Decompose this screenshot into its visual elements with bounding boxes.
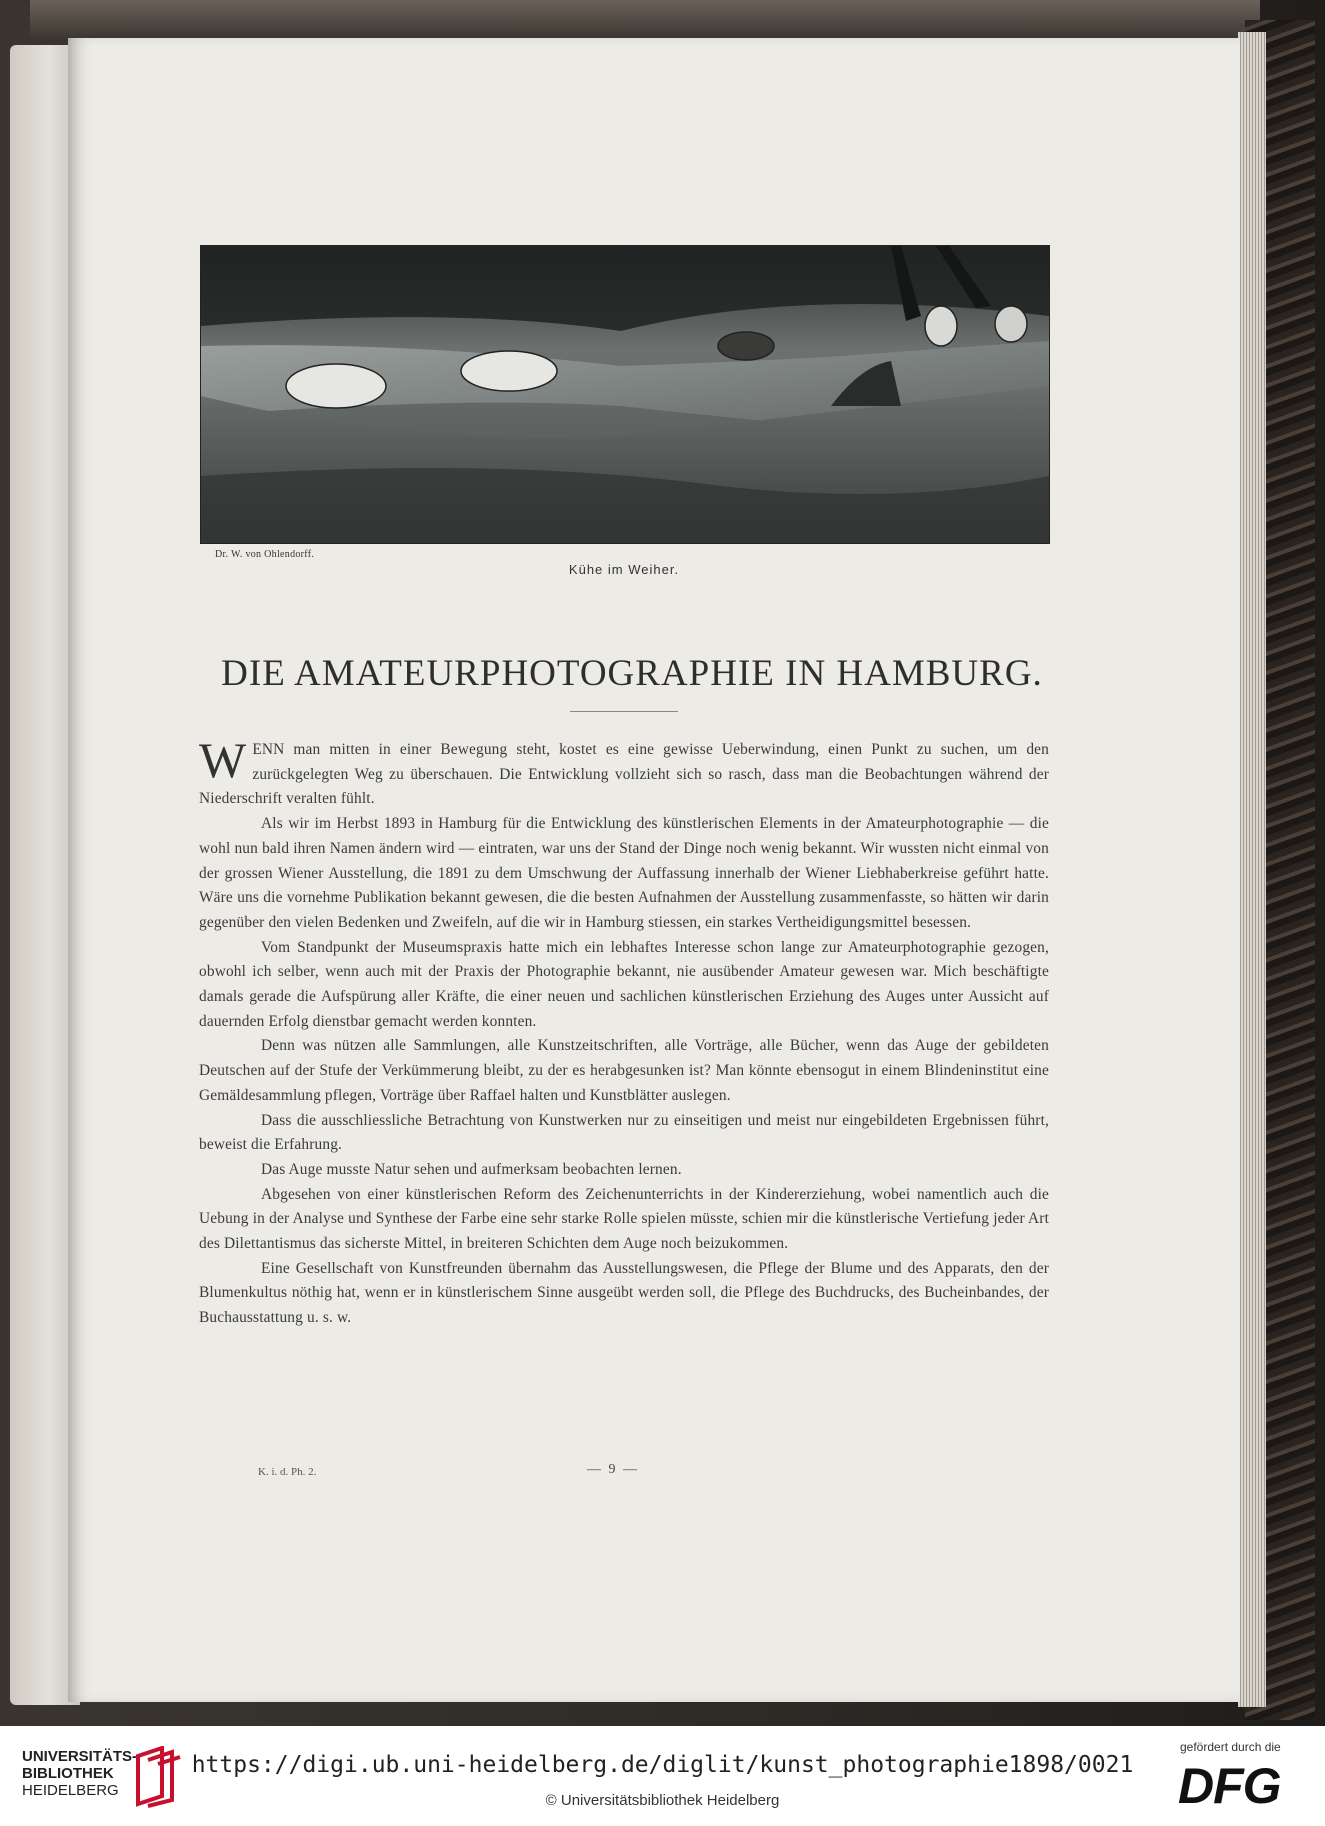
logo-line-2: BIBLIOTHEK <box>22 1765 114 1782</box>
logo-line-3: HEIDELBERG <box>22 1782 119 1799</box>
page-number: — 9 — <box>587 1462 639 1477</box>
logo-line-1: UNIVERSITÄTS- <box>22 1748 138 1765</box>
title-divider <box>570 711 678 712</box>
photograph-cows-in-pond <box>200 245 1050 544</box>
paragraph-2: Als wir im Herbst 1893 in Hamburg für die Entwicklung des künstlerischen Elements in der Amateurphotographie — die wohl nun bald ihren Namen ändern wird — eintraten, war uns der Stand der Dinge noch wenig bekannt. Wir wussten nicht einmal von der grossen Wiener Ausstellung, die 1891 zu dem Umschwung der Auffassung innerhalb der Wiener Liebhaberkreise geführt hatte. Wäre uns die vornehme Publikation bekannt gewesen, die die besten Aufnahmen der Ausstellung zusammenfasste, so hätten wir darin gegenüber den vielen Bedenken und Zweifeln, auf die wir in Hamburg stiessen, ein starkes Vertheidigungsmittel besessen. <box>199 815 1049 931</box>
paragraph-1 <box>199 732 1049 812</box>
copyright-notice: © Universitätsbibliothek Heidelberg <box>545 1792 780 1809</box>
photo-caption: Kühe im Weiher. <box>568 562 680 577</box>
paragraph-5: Dass die ausschliessliche Betrachtung von Kunstwerken nur zu einseitigen und meist nur eingebildeten Ergebnissen führt, beweist die Erfahrung. <box>199 1111 1049 1154</box>
paragraph-text: ENN man mitten in einer Bewegung steht, kostet es eine gewisse Ueberwindung, einen Punkt zu suchen, um den zurückgelegten Weg zu überschauen. Die Entwicklung vollzieht sich so rasch, dass man die Beobachtungen während der Niederschrift veralten fühlt. <box>199 741 1049 808</box>
article-title: DIE AMATEURPHOTOGRAPHIE IN HAMBURG. <box>221 653 1043 694</box>
dfg-logo: DFG <box>1178 1758 1281 1814</box>
drop-cap: W <box>199 732 247 788</box>
book-page <box>68 38 1240 1702</box>
paragraph-7: Abgesehen von einer künstlerischen Reform des Zeichenunterrichts in der Kindererziehung, wobei namentlich auch die Uebung in der Analyse und Synthese der Farbe eine sehr starke Rolle spielen müsste, schien mir die künstlerische Vertiefung jeder Art des Dilettantismus das sicherste Mittel, in breiteren Schichten dem Auge noch beizukommen. <box>199 1185 1049 1253</box>
paragraph-8: Eine Gesellschaft von Kunstfreunden übernahm das Ausstellungswesen, die Pflege der Blume und des Apparats, den der Blumenkultus nöthig hat, wenn er in künstlerischem Sinne ausgeübt werden soll, die Pflege des Buchdrucks, des Bucheinbandes, der Buchausstattung u. s. w. <box>199 1259 1049 1327</box>
funding-note: gefördert durch die <box>1180 1740 1281 1754</box>
book-cover-top <box>30 0 1260 40</box>
article-body <box>199 732 1049 1331</box>
printer-signature: K. i. d. Ph. 2. <box>258 1466 317 1478</box>
permalink-url[interactable]: https://digi.ub.uni-heidelberg.de/diglit/kunst_photographie1898/0021 <box>191 1752 1134 1778</box>
library-banner <box>0 1726 1325 1826</box>
paragraph-3: Vom Standpunkt der Museumspraxis hatte mich ein lebhaftes Interesse schon lange zur Amateurphotographie gezogen, obwohl ich selber, wenn auch mit der Praxis der Photographie bekannt, nie ausübender Amateur gewesen war. Mich beschäftigte damals gerade die Aufspürung aller Kräfte, die einer neuen und sachlichen künstlerischen Erziehung des Auges unter Aussicht auf dauernden Erfolg dienstbar gemacht werden konnten. <box>199 938 1049 1030</box>
paragraph-6: Das Auge musste Natur sehen und aufmerksam beobachten lernen. <box>261 1160 682 1178</box>
paragraph-4: Denn was nützen alle Sammlungen, alle Kunstzeitschriften, alle Vorträge, alle Bücher, wenn das Auge der gebildeten Deutschen auf der Stufe der Verkümmerung bleibt, zu der es herabgesunken ist? Man könnte ebensogut in einem Blindeninstitut eine Gemäldesammlung pflegen, Vorträge über Raffael halten und Kunstblätter auslegen. <box>199 1037 1049 1104</box>
page-stack-edges <box>1238 32 1266 1707</box>
photo-credit: Dr. W. von Ohlendorff. <box>215 549 315 560</box>
